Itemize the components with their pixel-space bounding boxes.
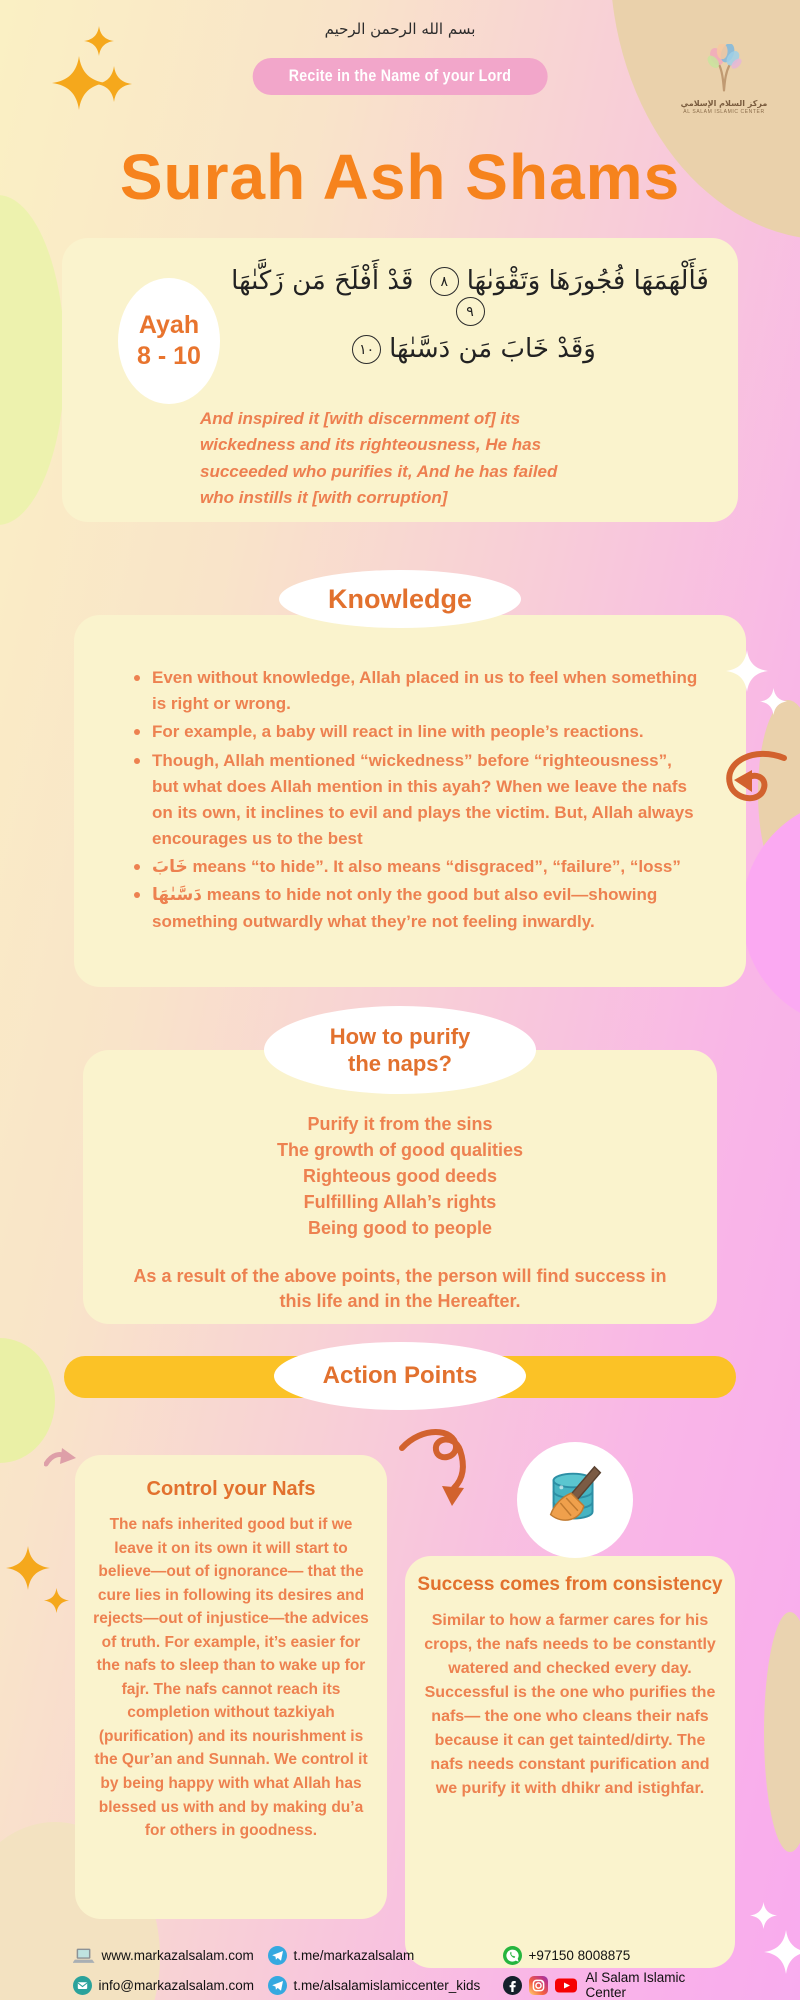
social-media-links[interactable] [503, 1970, 728, 2000]
sparkle-icon [6, 1546, 50, 1590]
laptop-icon [73, 1948, 95, 1964]
telegram-handle-2: t.me/alsalamislamiccenter_kids [293, 1977, 481, 1993]
sparkle-icon [750, 1902, 777, 1929]
org-logo [672, 44, 776, 115]
verse-10-marker: ١٠ [352, 335, 381, 364]
website-link[interactable] [73, 1946, 268, 1965]
curl-arrow-icon [712, 748, 790, 818]
header-badge-label: Recite in the Name of your Lord [288, 67, 512, 85]
social-account-name: Al Salam Islamic Center [585, 1970, 686, 2000]
footer-row-1 [0, 1946, 800, 1965]
purify-heading-line2: the naps? [348, 1051, 452, 1076]
ayah-label: Ayah [138, 310, 200, 339]
ayah-number-badge [118, 278, 220, 404]
knowledge-bullet: دَسَّىٰهَا means to hide not only the good but also evil—showing something outwardly what they’re not feeling inwardly. [132, 882, 700, 934]
bismillah-calligraphy: بسم الله الرحمن الرحيم [324, 20, 476, 38]
telegram-handle-1: t.me/markazalsalam [293, 1948, 415, 1963]
sparkle-icon [726, 650, 768, 692]
sparkle-icon [760, 688, 787, 715]
knowledge-bullet: For example, a baby will react in line with people’s reactions. [132, 719, 700, 745]
website-url: www.markazalsalam.com [101, 1948, 254, 1963]
telegram-icon [268, 1976, 287, 1995]
purify-item: Purify it from the sins [307, 1114, 493, 1134]
decor-blob-tan-right2 [764, 1612, 800, 1852]
footer-row-2 [0, 1970, 800, 2000]
knowledge-card [74, 615, 746, 987]
decor-blob-green-left [0, 195, 65, 525]
page-title: Surah Ash Shams [119, 141, 681, 213]
instagram-icon[interactable] [529, 1976, 548, 1995]
purify-item: Righteous good deeds [302, 1165, 497, 1186]
ayah-card [62, 238, 738, 522]
email-link[interactable] [73, 1970, 268, 2000]
knowledge-bullet: Though, Allah mentioned “wickedness” before “righteousness”, but what does Allah mention in this ayah? When we leave the nafs on its own, it inclines to evil and plays the victim. But, Allah always encourages us to the best [132, 748, 700, 853]
tree-logo-icon [694, 44, 754, 94]
arabic-verse-line2 [227, 334, 713, 364]
purify-heading-line1: How to purify [329, 1023, 471, 1049]
clean-database-badge [517, 1442, 633, 1558]
purify-list [83, 1112, 717, 1242]
consistency-body: Similar to how a farmer cares for his crops, the nafs needs to be constantly watered and checked every day. Successful is the one who purifies the nafs— the one who cleans their nafs because it can get tainted/dirty. The nafs needs constant purification and we purify it with dhikr and istighfar. [424, 1611, 716, 1797]
sparkle-icon [96, 66, 132, 102]
pink-arrow-icon [44, 1446, 76, 1472]
phone-number: +97150 8008875 [528, 1948, 631, 1963]
footer-contacts [0, 1946, 800, 2000]
knowledge-heading-pill [279, 570, 521, 628]
telegram-icon [268, 1946, 287, 1965]
whatsapp-contact[interactable] [503, 1946, 728, 1965]
control-nafs-title: Control your Nafs [146, 1478, 316, 1500]
sparkle-icon [44, 1588, 69, 1613]
email-icon [73, 1976, 92, 1995]
decor-blob-green-left2 [0, 1338, 55, 1463]
purify-heading-pill [264, 1006, 536, 1094]
email-address: info@markazalsalam.com [98, 1977, 255, 1993]
verse-8-text: فَأَلْهَمَهَا فُجُورَهَا وَتَقْوَىٰهَا [466, 266, 709, 296]
youtube-icon[interactable] [555, 1976, 577, 1995]
knowledge-bullet: Even without knowledge, Allah placed in us to feel when something is right or wrong. [132, 665, 700, 717]
verse-8-marker: ٨ [430, 267, 459, 296]
verse-10-text: وَقَدْ خَابَ مَن دَسَّىٰهَا [389, 334, 596, 364]
telegram-link-2[interactable] [268, 1970, 503, 2000]
facebook-icon[interactable] [503, 1976, 522, 1995]
whatsapp-icon [503, 1946, 522, 1965]
logo-english-name: AL SALAM ISLAMIC CENTER [683, 109, 765, 115]
action-points-pill [274, 1342, 526, 1410]
purify-item: Being good to people [308, 1217, 492, 1238]
database-broom-icon [536, 1461, 614, 1539]
purify-item: Fulfilling Allah’s rights [303, 1191, 497, 1212]
control-nafs-body: The nafs inherited good but if we leave it on its own it will start to believe—out of ignorance— that the cure lies in following its desires and rejects—out of injustice—the advices of truth. For example, it’s easier for the nafs to sleep than to wake up for fajr. The nafs cannot reach its completion without tazkiyah (purification) and its nourishment is the Qur’an and Sunnah. We control it by being happy with what Allah has blessed us with and by making du’a for others in goodness. [93, 1516, 369, 1840]
knowledge-heading: Knowledge [327, 583, 472, 614]
knowledge-bullet-list [74, 615, 746, 935]
purify-item: The growth of good qualities [277, 1139, 523, 1160]
telegram-link-1[interactable] [268, 1946, 503, 1965]
ayah-range: 8 - 10 [137, 342, 201, 370]
arabic-verse-line1 [227, 266, 713, 326]
action-points-heading: Action Points [322, 1362, 478, 1389]
consistency-title: Success comes from consistency [417, 1574, 723, 1595]
purify-result-text: As a result of the above points, the person will find success in this life and in the Hereafter. [133, 1265, 667, 1311]
verse-9-marker: ٩ [456, 297, 485, 326]
verse-9-text: قَدْ أَفْلَحَ مَن زَكَّىٰهَا [231, 266, 414, 296]
header-badge [253, 58, 548, 95]
hook-arrow-icon [396, 1424, 476, 1510]
consistency-card [405, 1556, 735, 1968]
logo-arabic-name: مركز السلام الإسلامي [680, 99, 768, 108]
verse-translation: And inspired it [with discernment of] its wickedness and its righteousness, He has succeeded who purifies it, And he has failed who instills it [with corruption] [200, 409, 558, 508]
knowledge-bullet: خَابَ means “to hide”. It also means “disgraced”, “failure”, “loss” [132, 854, 700, 880]
control-nafs-card [75, 1455, 387, 1919]
